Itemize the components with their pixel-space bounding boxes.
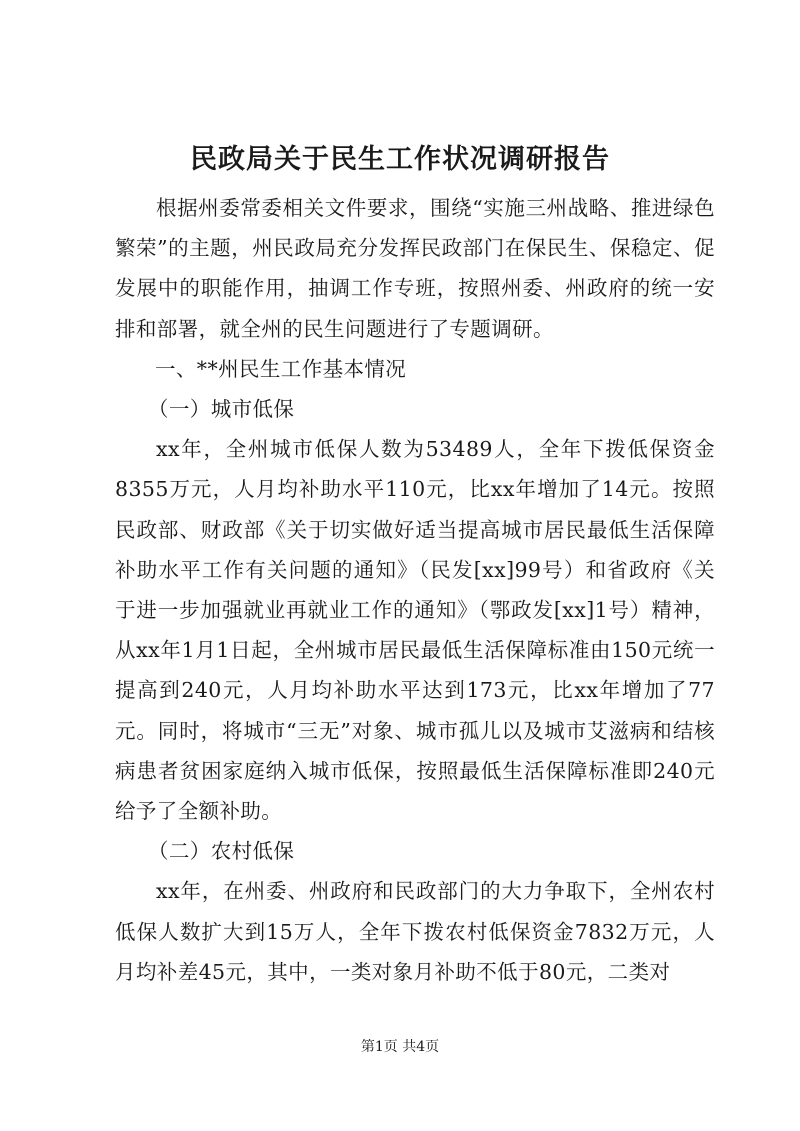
urban-paragraph: xx年，全州城市低保人数为53489人，全年下拨低保资金8355万元，人月均补助水平110元，比xx年增加了14元。按照民政部、财政部《关于切实做好适当提高城市居民最低生活保障补助水平工作有关问题的通知》（民发[xx]99号）和省政府《关于进一步加强就业再就业工作的通知》（鄂政发[xx]1号）精神，从xx年1月1日起，全州城市居民最低生活保障标准由150元统一提高到240元，人月均补助水平达到173元，比xx年增加了77元。同时，将城市“三无”对象、城市孤儿以及城市艾滋病和结核病患者贫困家庭纳入城市低保，按照最低生活保障标准即240元给予了全额补助。 — [115, 437, 715, 824]
intro-paragraph: 根据州委常委相关文件要求，围绕“实施三州战略、推进绿色繁荣”的主题，州民政局充分发挥民政部门在保民生、保稳定、促发展中的职能作用，抽调工作专班，按照州委、州政府的统一安排和部署，就全州的民生问题进行了专题调研。 — [115, 196, 715, 341]
rural-paragraph: xx年，在州委、州政府和民政部门的大力争取下，全州农村低保人数扩大到15万人，全年下拨农村低保资金7832万元，人月均补差45元，其中，一类对象月补助不低于80元，二类对 — [115, 879, 715, 984]
page-number: 第1页 共4页 — [360, 1039, 440, 1055]
subsection-heading-rural: （二）农村低保 — [148, 839, 295, 864]
document-title: 民政局关于民生工作状况调研报告 — [190, 144, 610, 175]
document-body — [115, 188, 715, 992]
section-heading: 一、**州民生工作基本情况 — [155, 356, 407, 381]
subsection-heading-urban: （一）城市低保 — [148, 397, 295, 422]
